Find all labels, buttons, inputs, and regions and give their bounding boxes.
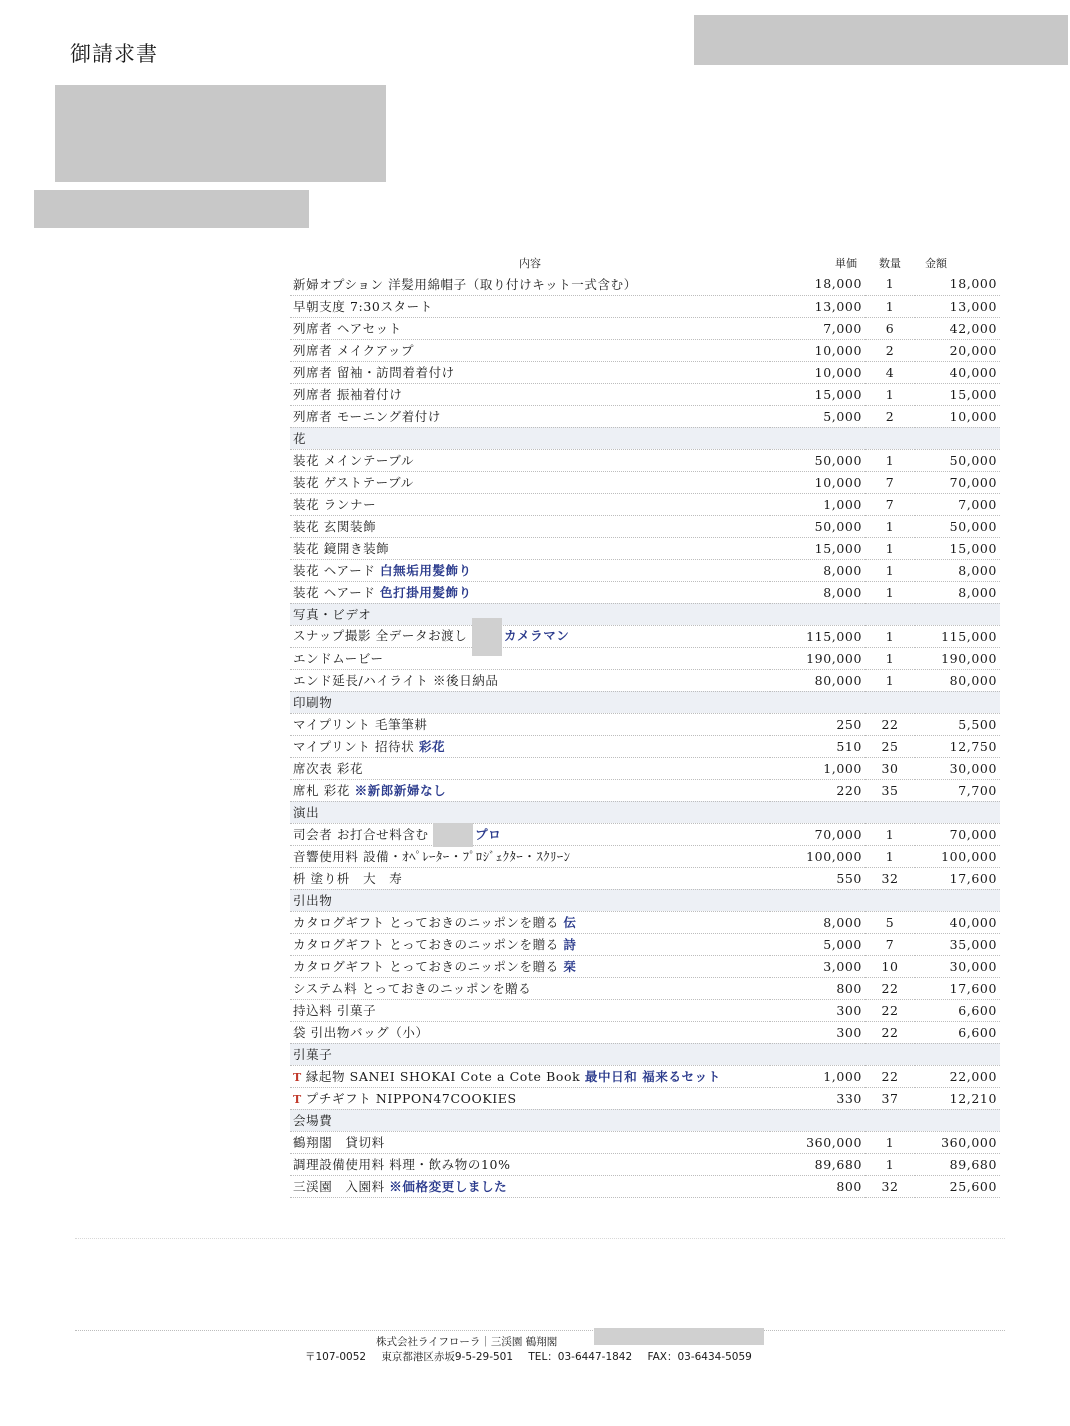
section-label: 演出 [290,801,1000,823]
item-description-cell [290,361,770,383]
item-note: 伝 [563,915,577,930]
item-description-cell [290,625,770,647]
table-row [290,735,1000,757]
item-quantity: 1 [865,647,915,669]
table-row [290,933,1000,955]
item-amount: 40,000 [915,361,1000,383]
item-description: カタログギフト とっておきのニッポンを贈る [293,915,559,930]
item-quantity: 22 [865,713,915,735]
item-description: スナップ撮影 全データお渡し [293,628,468,644]
item-quantity: 30 [865,757,915,779]
table-row [290,1175,1000,1197]
item-quantity: 1 [865,581,915,603]
item-quantity: 25 [865,735,915,757]
item-unit-price: 15,000 [770,383,865,405]
item-unit-price: 18,000 [770,273,865,295]
item-note: 栞 [563,959,577,974]
item-description: 装花 ヘアード [293,585,376,600]
table-row [290,1153,1000,1175]
item-quantity: 6 [865,317,915,339]
section-row [290,427,1000,449]
item-amount: 15,000 [915,383,1000,405]
section-row [290,889,1000,911]
item-note: 色打掛用髪飾り [380,585,472,600]
item-description: 装花 ヘアード [293,563,376,578]
table-row [290,515,1000,537]
item-quantity: 22 [865,1065,915,1087]
item-description: 装花 ゲストテーブル [293,475,414,490]
item-quantity: 1 [865,625,915,647]
item-amount: 18,000 [915,273,1000,295]
header-quantity: 数量 [879,256,901,270]
item-unit-price: 1,000 [770,1065,865,1087]
item-unit-price: 89,680 [770,1153,865,1175]
item-description-cell [290,493,770,515]
item-description-cell [290,911,770,933]
item-unit-price: 10,000 [770,361,865,383]
item-quantity: 32 [865,1175,915,1197]
item-amount: 115,000 [915,625,1000,647]
item-quantity: 1 [865,559,915,581]
table-row [290,757,1000,779]
table-row [290,493,1000,515]
item-description: 列席者 振袖着付け [293,387,403,402]
item-amount: 5,500 [915,713,1000,735]
item-description-cell [290,999,770,1021]
item-description-cell [290,735,770,757]
invoice-body [290,273,1000,1197]
redacted-block [594,1328,764,1345]
redacted-block [55,85,386,182]
item-description-cell [290,1087,770,1109]
item-description-cell [290,955,770,977]
item-unit-price: 115,000 [770,625,865,647]
item-unit-price: 1,000 [770,493,865,515]
item-quantity: 37 [865,1087,915,1109]
table-row [290,867,1000,889]
item-description-cell [290,1175,770,1197]
table-row [290,823,1000,845]
table-row [290,295,1000,317]
redacted-block [34,190,309,228]
item-quantity: 1 [865,515,915,537]
item-description: 持込料 引菓子 [293,1003,377,1018]
item-amount: 6,600 [915,999,1000,1021]
item-quantity: 22 [865,977,915,999]
item-amount: 7,700 [915,779,1000,801]
item-unit-price: 50,000 [770,515,865,537]
item-note: 白無垢用髪飾り [380,563,472,578]
item-description: 調理設備使用料 料理・飲み物の10% [293,1157,511,1172]
table-row [290,449,1000,471]
section-row [290,801,1000,823]
item-unit-price: 10,000 [770,471,865,493]
item-description: 席次表 彩花 [293,761,364,776]
table-row [290,471,1000,493]
item-quantity: 1 [865,273,915,295]
item-quantity: 5 [865,911,915,933]
item-quantity: 1 [865,845,915,867]
redacted-inline [433,823,473,847]
item-description-cell [290,669,770,691]
section-label: 印刷物 [290,691,1000,713]
item-amount: 42,000 [915,317,1000,339]
item-quantity: 4 [865,361,915,383]
item-mark: T [293,1071,302,1084]
item-unit-price: 15,000 [770,537,865,559]
item-quantity: 1 [865,295,915,317]
item-description: システム料 とっておきのニッポンを贈る [293,981,532,996]
table-row [290,1131,1000,1153]
table-row [290,911,1000,933]
item-description-cell [290,471,770,493]
item-description: 枡 塗り枡 大 寿 [293,871,403,886]
item-quantity: 1 [865,1131,915,1153]
item-amount: 30,000 [915,955,1000,977]
item-amount: 10,000 [915,405,1000,427]
item-description: 列席者 ヘアセット [293,321,402,336]
table-row [290,339,1000,361]
item-amount: 15,000 [915,537,1000,559]
item-description-cell [290,559,770,581]
table-row [290,647,1000,669]
item-amount: 22,000 [915,1065,1000,1087]
item-quantity: 35 [865,779,915,801]
section-row [290,1043,1000,1065]
item-amount: 17,600 [915,867,1000,889]
table-row [290,669,1000,691]
item-quantity: 32 [865,867,915,889]
item-amount: 12,750 [915,735,1000,757]
item-unit-price: 300 [770,999,865,1021]
item-note: ※価格変更しました [389,1179,508,1194]
item-note: 詩 [563,937,577,952]
item-unit-price: 190,000 [770,647,865,669]
footer-company: 株式会社ライフローラ｜三渓園 鶴翔閣 [376,1336,558,1348]
item-quantity: 7 [865,471,915,493]
item-amount: 89,680 [915,1153,1000,1175]
item-amount: 70,000 [915,823,1000,845]
item-description: 装花 玄関装飾 [293,519,377,534]
table-row [290,713,1000,735]
item-unit-price: 80,000 [770,669,865,691]
item-amount: 40,000 [915,911,1000,933]
item-description-cell [290,1065,770,1087]
item-description: 列席者 モーニング着付け [293,409,441,424]
table-row [290,537,1000,559]
item-quantity: 10 [865,955,915,977]
item-description: 装花 メインテーブル [293,453,415,468]
table-row [290,273,1000,295]
item-note: ※新郎新婦なし [354,783,447,798]
invoice-table [290,252,1000,1198]
item-unit-price: 100,000 [770,845,865,867]
redacted-block [694,15,1068,65]
item-description: 列席者 留袖・訪問着着付け [293,365,455,380]
item-unit-price: 5,000 [770,405,865,427]
item-quantity: 2 [865,339,915,361]
item-unit-price: 550 [770,867,865,889]
item-unit-price: 3,000 [770,955,865,977]
item-description-cell [290,713,770,735]
item-description-cell [290,867,770,889]
item-amount: 8,000 [915,581,1000,603]
item-unit-price: 8,000 [770,911,865,933]
item-note: カメラマン [503,628,570,644]
item-description-cell [290,405,770,427]
header-description: 内容 [519,256,541,270]
item-unit-price: 13,000 [770,295,865,317]
item-description-cell [290,449,770,471]
footer-fax: FAX：03-6434-5059 [647,1351,752,1363]
item-amount: 12,210 [915,1087,1000,1109]
item-quantity: 1 [865,669,915,691]
table-row [290,999,1000,1021]
redacted-inline [472,618,502,656]
footer-divider [75,1330,1005,1331]
item-description-cell [290,845,770,867]
item-unit-price: 8,000 [770,559,865,581]
item-amount: 8,000 [915,559,1000,581]
item-description: 席札 彩花 [293,783,350,798]
footer-tel: TEL：03-6447-1842 [528,1351,633,1363]
footer-address: 東京都港区赤坂9-5-29-501 [381,1351,514,1363]
table-row [290,317,1000,339]
item-description: 装花 鏡開き装飾 [293,541,390,556]
item-description: 袋 引出物バッグ（小） [293,1025,429,1040]
item-description: 列席者 メイクアップ [293,343,415,358]
item-quantity: 7 [865,933,915,955]
item-description: 司会者 お打合せ料含む [293,826,429,842]
item-unit-price: 800 [770,1175,865,1197]
table-row [290,955,1000,977]
item-quantity: 7 [865,493,915,515]
item-quantity: 1 [865,449,915,471]
table-row [290,383,1000,405]
table-row [290,1065,1000,1087]
item-unit-price: 220 [770,779,865,801]
section-row [290,603,1000,625]
item-description: マイプリント 招待状 [293,739,415,754]
item-description: 早朝支度 7:30スタート [293,299,433,314]
footer-address-line [305,1349,1070,1364]
item-note: プロ [475,826,502,842]
header-unit-price: 単価 [835,256,857,270]
item-description: 三渓園 入園料 [293,1179,385,1194]
item-note: 最中日和 福来るセット [584,1069,721,1084]
item-amount: 35,000 [915,933,1000,955]
item-description: 縁起物 SANEI SHOKAI Cote a Cote Book [305,1069,581,1084]
item-description: 装花 ランナー [293,497,377,512]
item-amount: 70,000 [915,471,1000,493]
item-description-cell [290,273,770,295]
item-amount: 30,000 [915,757,1000,779]
item-quantity: 1 [865,383,915,405]
section-label: 会場費 [290,1109,1000,1131]
item-unit-price: 7,000 [770,317,865,339]
item-unit-price: 300 [770,1021,865,1043]
item-description-cell [290,537,770,559]
item-description-cell [290,339,770,361]
table-row [290,1021,1000,1043]
item-amount: 100,000 [915,845,1000,867]
item-description-cell [290,823,770,845]
item-unit-price: 1,000 [770,757,865,779]
item-amount: 13,000 [915,295,1000,317]
table-row [290,977,1000,999]
section-label: 引出物 [290,889,1000,911]
item-amount: 360,000 [915,1131,1000,1153]
item-amount: 7,000 [915,493,1000,515]
item-description-cell [290,757,770,779]
item-unit-price: 800 [770,977,865,999]
item-quantity: 1 [865,823,915,845]
item-quantity: 1 [865,1153,915,1175]
item-description-cell [290,581,770,603]
table-row [290,1087,1000,1109]
item-unit-price: 50,000 [770,449,865,471]
item-description: マイプリント 毛筆筆耕 [293,717,428,732]
item-amount: 190,000 [915,647,1000,669]
table-row [290,625,1000,647]
divider [75,1238,1005,1239]
item-description-cell [290,515,770,537]
item-description-cell [290,933,770,955]
item-quantity: 1 [865,537,915,559]
item-description: カタログギフト とっておきのニッポンを贈る [293,937,559,952]
section-row [290,691,1000,713]
item-amount: 50,000 [915,449,1000,471]
item-unit-price: 8,000 [770,581,865,603]
section-label: 写真・ビデオ [290,603,1000,625]
table-row [290,559,1000,581]
item-quantity: 2 [865,405,915,427]
table-row [290,581,1000,603]
item-amount: 25,600 [915,1175,1000,1197]
item-description-cell [290,1021,770,1043]
table-header-row [290,252,1000,273]
section-label: 引菓子 [290,1043,1000,1065]
item-description: 音響使用料 設備・ｵﾍﾟﾚｰﾀｰ・ﾌﾟﾛｼﾞｪｸﾀｰ・ｽｸﾘｰﾝ [293,849,571,864]
item-description: エンド延長/ハイライト ※後日納品 [293,673,499,688]
item-description: カタログギフト とっておきのニッポンを贈る [293,959,559,974]
item-description: エンドムービー [293,651,384,666]
item-unit-price: 250 [770,713,865,735]
item-unit-price: 10,000 [770,339,865,361]
item-mark: T [293,1093,302,1106]
item-unit-price: 330 [770,1087,865,1109]
item-amount: 50,000 [915,515,1000,537]
item-description-cell [290,647,770,669]
header-amount: 金額 [925,256,947,270]
item-unit-price: 5,000 [770,933,865,955]
item-description: 新婦オプション 洋髪用綿帽子（取り付けキット一式含む） [293,276,637,292]
item-unit-price: 510 [770,735,865,757]
table-row [290,779,1000,801]
item-unit-price: 360,000 [770,1131,865,1153]
footer-postal: 〒107-0052 [305,1351,367,1363]
table-row [290,361,1000,383]
item-unit-price: 70,000 [770,823,865,845]
item-description-cell [290,317,770,339]
table-row [290,845,1000,867]
item-description-cell [290,977,770,999]
section-row [290,1109,1000,1131]
item-description-cell [290,295,770,317]
item-amount: 80,000 [915,669,1000,691]
item-description-cell [290,779,770,801]
item-amount: 20,000 [915,339,1000,361]
table-row [290,405,1000,427]
item-description-cell [290,383,770,405]
item-amount: 17,600 [915,977,1000,999]
item-note: 彩花 [418,739,446,754]
item-quantity: 22 [865,999,915,1021]
item-description-cell [290,1131,770,1153]
item-amount: 6,600 [915,1021,1000,1043]
item-description-cell [290,1153,770,1175]
section-label: 花 [290,427,1000,449]
item-quantity: 22 [865,1021,915,1043]
document-title: 御請求書 [70,42,158,66]
item-description: 鶴翔閣 貸切料 [293,1135,385,1150]
item-description: プチギフト NIPPON47COOKIES [305,1091,517,1106]
